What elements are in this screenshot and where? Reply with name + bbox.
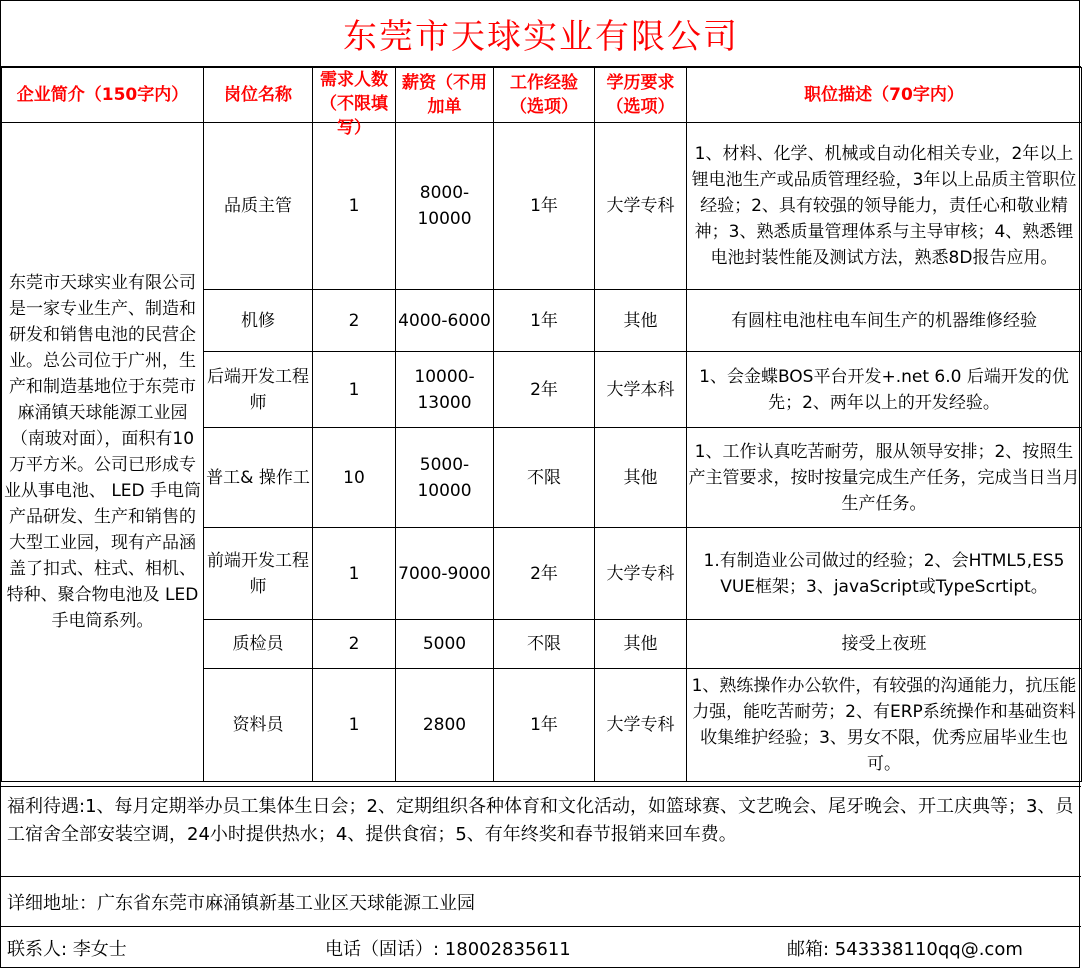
- job-position: 后端开发工程师: [204, 352, 313, 428]
- job-description: 有圆柱电池柱电车间生产的机器维修经验: [687, 290, 1082, 352]
- job-position: 品质主管: [204, 123, 313, 290]
- job-count: 2: [313, 290, 396, 352]
- job-salary: 10000-13000: [396, 352, 494, 428]
- job-position: 机修: [204, 290, 313, 352]
- job-education: 其他: [595, 620, 687, 669]
- header-row: [2, 68, 1082, 123]
- job-experience: 不限: [494, 620, 595, 669]
- job-description: 1、会金蝶BOS平台开发+.net 6.0 后端开发的优先；2、两年以上的开发经验。: [687, 352, 1082, 428]
- job-salary: 4000-6000: [396, 290, 494, 352]
- table-row: [2, 123, 1082, 290]
- job-education: 其他: [595, 428, 687, 528]
- job-experience: 2年: [494, 528, 595, 620]
- job-education: 大学专科: [595, 669, 687, 782]
- header-salary: 薪资（不用加单: [396, 68, 494, 123]
- job-count: 1: [313, 352, 396, 428]
- job-description: 1、材料、化学、机械或自动化相关专业，2年以上锂电池生产或品质管理经验，3年以上品质主管职位经验；2、具有较强的领导能力，责任心和敬业精神；3、熟悉质量管理体系与主导审核；4、熟悉锂电池封装性能及测试方法，熟悉8D报告应用。: [687, 123, 1082, 290]
- header-experience: 工作经验（选项）: [494, 68, 595, 123]
- header-description: 职位描述（70字内）: [687, 68, 1082, 123]
- contact-email: 邮箱: 543338110qq@.com: [787, 939, 1023, 960]
- job-count: 10: [313, 428, 396, 528]
- job-position: 质检员: [204, 620, 313, 669]
- job-education: 大学专科: [595, 123, 687, 290]
- job-count: 1: [313, 669, 396, 782]
- benefits-text: 福利待遇:1、每月定期举办员工集体生日会；2、定期组织各种体育和文化活动，如篮球赛、文艺晚会、尾牙晚会、开工庆典等；3、员工宿舍全部安装空调，24小时提供热水；4、提供食宿；5、有年终奖和春节报销来回车费。: [1, 786, 1081, 876]
- company-intro: 东莞市天球实业有限公司是一家专业生产、制造和研发和销售电池的民营企业。总公司位于广州，生产和制造基地位于东莞市麻涌镇天球能源工业园（南玻对面），面积有10 万平方米。公司已形成专业从事电池、 LED 手电筒产品研发、生产和销售的大型工业园，现有产品涵盖了扣式、柱式、相机、特种、聚合物电池及 LED 手电筒系列。: [2, 123, 204, 782]
- contact-person: 联系人: 李女士: [7, 939, 127, 960]
- job-salary: 5000-10000: [396, 428, 494, 528]
- jobs-table: [1, 67, 1082, 782]
- job-description: 1.有制造业公司做过的经验；2、会HTML5,ES5 VUE框架；3、javaScript或TypeScrtipt。: [687, 528, 1082, 620]
- contact-row: [1, 926, 1081, 969]
- job-count: 1: [313, 123, 396, 290]
- job-position: 资料员: [204, 669, 313, 782]
- job-description: 1、熟练操作办公软件，有较强的沟通能力，抗压能力强，能吃苦耐劳；2、有ERP系统操作和基础资料收集维护经验；3、男女不限，优秀应届毕业生也可。: [687, 669, 1082, 782]
- job-education: 大学专科: [595, 528, 687, 620]
- job-salary: 2800: [396, 669, 494, 782]
- job-salary: 5000: [396, 620, 494, 669]
- job-count: 1: [313, 528, 396, 620]
- company-title: 东莞市天球实业有限公司: [1, 1, 1081, 67]
- job-experience: 1年: [494, 290, 595, 352]
- job-count: 2: [313, 620, 396, 669]
- job-experience: 1年: [494, 123, 595, 290]
- header-position: 岗位名称: [204, 68, 313, 123]
- address-text: 详细地址：广东省东莞市麻涌镇新基工业区天球能源工业园: [1, 876, 1081, 926]
- job-salary: 8000-10000: [396, 123, 494, 290]
- header-education: 学历要求（选项）: [595, 68, 687, 123]
- job-salary: 7000-9000: [396, 528, 494, 620]
- contact-phone: 电话（固话）: 18002835611: [325, 939, 571, 960]
- job-position: 前端开发工程师: [204, 528, 313, 620]
- job-description: 接受上夜班: [687, 620, 1082, 669]
- job-education: 大学本科: [595, 352, 687, 428]
- header-count: 需求人数（不限填写）: [313, 68, 396, 123]
- job-description: 1、工作认真吃苦耐劳，服从领导安排；2、按照生产主管要求，按时按量完成生产任务，完成当日当月生产任务。: [687, 428, 1082, 528]
- job-education: 其他: [595, 290, 687, 352]
- job-experience: 2年: [494, 352, 595, 428]
- header-intro: 企业简介（150字内）: [2, 68, 204, 123]
- job-position: 普工& 操作工: [204, 428, 313, 528]
- job-experience: 1年: [494, 669, 595, 782]
- job-experience: 不限: [494, 428, 595, 528]
